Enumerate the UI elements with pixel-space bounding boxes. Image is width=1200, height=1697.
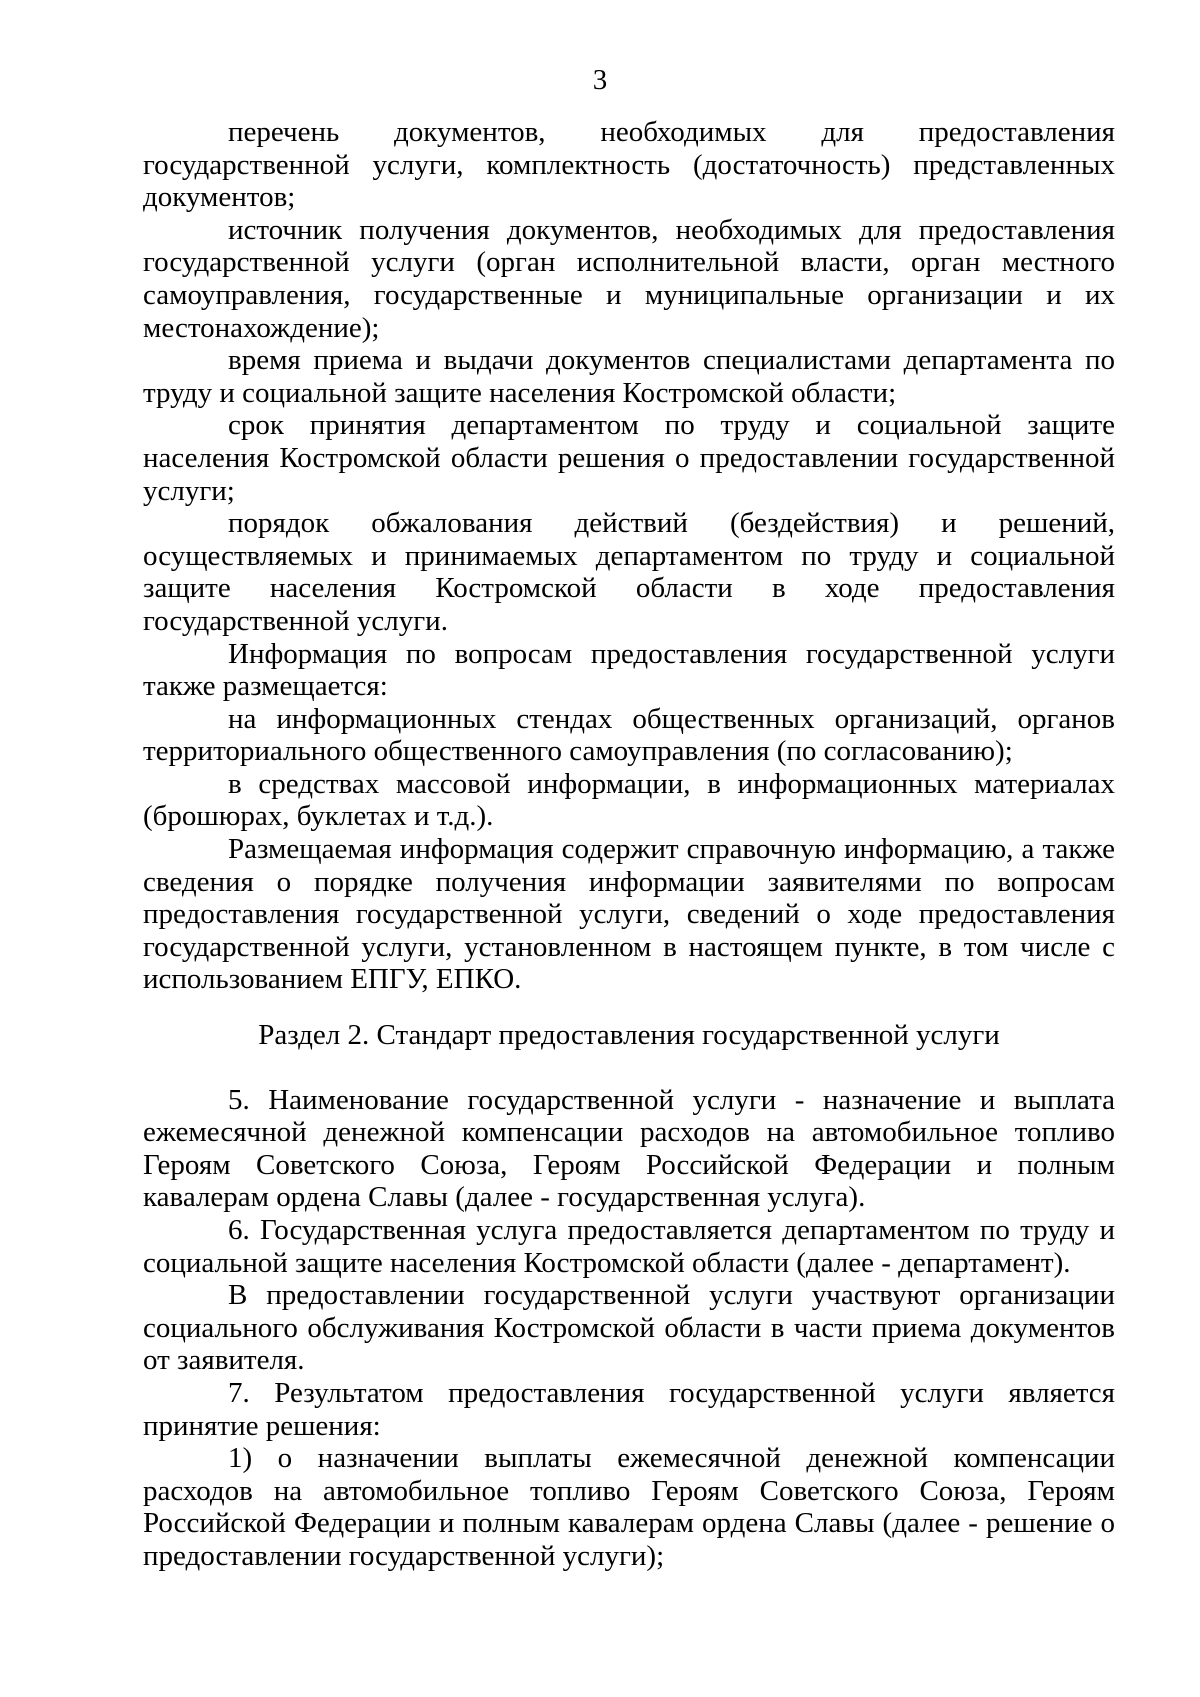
paragraph: в средствах массовой информации, в информационных материалах (брошюрах, буклетах и т.д.). — [143, 767, 1115, 833]
paragraph: срок принятия департаментом по труду и социальной защите населения Костромской области решения о предоставлении государственной услуги; — [143, 409, 1115, 507]
paragraph: время приема и выдачи документов специалистами департамента по труду и социальной защите населения Костромской области; — [143, 344, 1115, 409]
paragraph: порядок обжалования действий (бездействия) и решений, осуществляемых и принимаемых департаментом по труду и социальной защите населения Костромской области в ходе предоставления государственной услуги. — [143, 507, 1115, 637]
paragraph: 6. Государственная услуга предоставляется департаментом по труду и социальной защите населения Костромской области (далее - департамент). — [143, 1214, 1115, 1279]
paragraph: Размещаемая информация содержит справочную информацию, а также сведения о порядке получения информации заявителями по вопросам предоставления государственной услуги, сведений о ходе предоставления государственной услуги, установленном в настоящем пункте, в том числе с использованием ЕПГУ, ЕПКО. — [143, 833, 1115, 996]
paragraph: 1) о назначении выплаты ежемесячной денежной компенсации расходов на автомобильное топливо Героям Советского Союза, Героям Российской Федерации и полным кавалерам ордена Славы (далее - решение о предоставлении государственной услуги); — [143, 1442, 1115, 1572]
paragraph: В предоставлении государственной услуги участвуют организации социального обслуживания Костромской области в части приема документов от заявителя. — [143, 1279, 1115, 1377]
paragraph: перечень документов, необходимых для предоставления государственной услуги, комплектность (достаточность) представленных документов; — [143, 116, 1115, 214]
paragraph: 5. Наименование государственной услуги - назначение и выплата ежемесячной денежной компенсации расходов на автомобильное топливо Героям Советского Союза, Героям Российской Федерации и полным кавалерам ордена Славы (далее - государственная услуга). — [143, 1083, 1115, 1214]
section-heading: Раздел 2. Стандарт предоставления государственной услуги — [258, 1019, 1000, 1052]
paragraph: источник получения документов, необходимых для предоставления государственной услуги (орган исполнительной власти, орган местного самоуправления, государственные и муниципальные организации и их местонахождение); — [143, 213, 1115, 344]
paragraph: Информация по вопросам предоставления государственной услуги также размещается: — [143, 637, 1115, 703]
document-body — [143, 116, 1115, 1573]
paragraph: на информационных стендах общественных организаций, органов территориального общественного самоуправления (по согласованию); — [143, 702, 1115, 768]
page-number: 3 — [592, 64, 608, 96]
paragraph: 7. Результатом предоставления государственной услуги является принятие решения: — [143, 1376, 1115, 1442]
